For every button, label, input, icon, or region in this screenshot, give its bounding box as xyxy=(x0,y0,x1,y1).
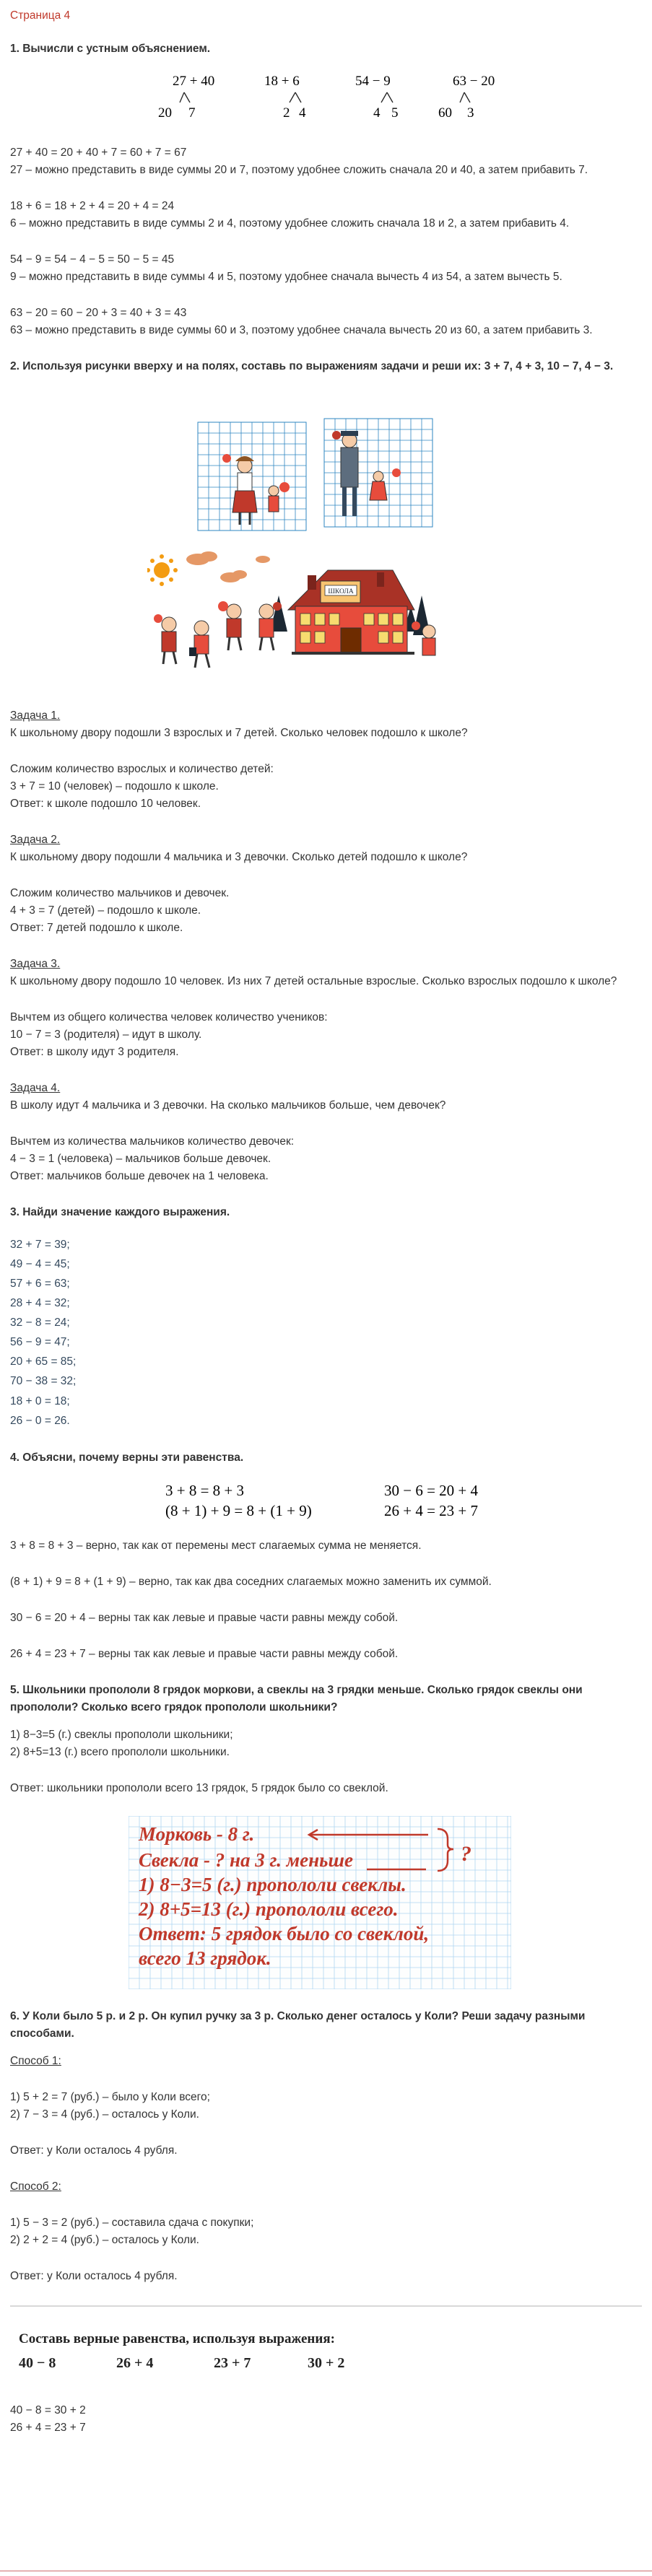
task3-list xyxy=(10,1235,642,1431)
svg-text:Морковь - 8 г.: Морковь - 8 г. xyxy=(139,1822,255,1845)
svg-text:20: 20 xyxy=(158,105,172,121)
list-item: 32 − 8 = 24; xyxy=(10,1317,70,1329)
task5-answer: Ответ: школьники пропололи всего 13 грядок, 5 грядок было со свеклой. xyxy=(10,1781,388,1794)
task7-lines: 40 − 8 = 30 + 2 26 + 4 = 23 + 7 xyxy=(10,2404,86,2435)
school-illustration xyxy=(147,415,436,686)
svg-text:3: 3 xyxy=(467,105,474,121)
svg-text:2) 8+5=13 (г.) пропололи всего: 2) 8+5=13 (г.) пропололи всего. xyxy=(139,1898,399,1920)
task6-way-lines: 1) 5 + 2 = 7 (руб.) – было у Коли всего; 2) 7 − 3 = 4 (руб.) – осталось у Коли. xyxy=(10,2090,210,2121)
school-building xyxy=(288,570,414,655)
sun-icon xyxy=(147,554,178,586)
task1-title: 1. Вычисли с устным объяснением. xyxy=(10,43,211,56)
task5-title: 5. Школьники пропололи 8 грядок моркови, а свеклы на 3 грядки меньше. Сколько грядок свеклы они пропололи? Сколько всего грядок пропололи школьники? xyxy=(10,1683,583,1713)
svg-text:3 + 8 = 8 + 3: 3 + 8 = 8 + 3 xyxy=(165,1481,245,1499)
svg-text:23 + 7: 23 + 7 xyxy=(214,2355,251,2372)
svg-text:1) 8−3=5 (г.) пропололи свеклы: 1) 8−3=5 (г.) пропололи свеклы. xyxy=(139,1873,407,1895)
svg-text:63 − 20: 63 − 20 xyxy=(453,74,495,89)
task4-title: 4. Объясни, почему верны эти равенства. xyxy=(10,1451,244,1464)
task4-para: 30 − 6 = 20 + 4 – верны так как левые и правые части равны между собой. xyxy=(10,1611,399,1624)
svg-text:30 + 2: 30 + 2 xyxy=(308,2355,345,2372)
task2-solution: Вычтем из общего количества человек количество учеников: 10 − 7 = 3 (родителя) – идут в школу. Ответ: в школу идут 3 родителя. xyxy=(10,1011,328,1059)
svg-text:26 + 4: 26 + 4 xyxy=(116,2355,154,2372)
task3-title: 3. Найди значение каждого выражения. xyxy=(10,1206,230,1219)
task1-para: 27 + 40 = 20 + 40 + 7 = 60 + 7 = 67 27 – можно представить в виде суммы 20 и 7, поэтому удобнее сложить сначала 20 и 40, а затем прибавить 7. xyxy=(10,147,588,177)
task6-way-answer: Ответ: у Коли осталось 4 рубля. xyxy=(10,2270,178,2283)
decomp-item xyxy=(158,74,214,121)
school-sign: ШКОЛА xyxy=(328,588,354,596)
decomp-item xyxy=(438,74,495,121)
task6-way-label: Способ 1: xyxy=(10,2054,61,2067)
task4-para: (8 + 1) + 9 = 8 + (1 + 9) – верно, так как два соседних слагаемых можно заменить их суммой. xyxy=(10,1575,492,1588)
svg-text:5: 5 xyxy=(391,105,399,121)
task2-problem: Задача 4. В школу идут 4 мальчика и 3 девочки. На сколько мальчиков больше, чем девочек? xyxy=(10,1082,446,1112)
svg-text:40 − 8: 40 − 8 xyxy=(19,2355,56,2372)
question-mark: ? xyxy=(461,1841,471,1866)
task6-title: 6. У Коли было 5 р. и 2 р. Он купил ручку за 3 р. Сколько денег осталось у Коли? Реши задачу разными способами. xyxy=(10,2009,586,2040)
svg-text:27 + 40: 27 + 40 xyxy=(173,74,215,89)
decomp-item xyxy=(355,74,399,121)
list-item: 49 − 4 = 45; xyxy=(10,1257,70,1270)
list-item: 28 + 4 = 32; xyxy=(10,1296,70,1309)
task4-para: 26 + 4 = 23 + 7 – верны так как левые и правые части равны между собой. xyxy=(10,1647,399,1660)
task2-problem: Задача 3. К школьному двору подошло 10 человек. Из них 7 детей остальные взрослые. Сколько взрослых подошло к школе? xyxy=(10,958,617,988)
svg-text:4: 4 xyxy=(373,105,381,121)
task2-title: 2. Используя рисунки вверху и на полях, составь по выражениям задачи и реши их: 3 + 7, 4 + 3, 10 − 7, 4 − 3. xyxy=(10,360,614,373)
task1-para: 54 − 9 = 54 − 4 − 5 = 50 − 5 = 45 9 – можно представить в виде суммы 4 и 5, поэтому удобнее сначала вычесть 4 из 54, а затем вычесть 5. xyxy=(10,253,562,284)
page-label: Страница 4 xyxy=(10,9,71,22)
svg-text:2: 2 xyxy=(283,105,290,121)
list-item: 32 + 7 = 39; xyxy=(10,1238,70,1251)
svg-text:(8 + 1) + 9 = 8 + (1 + 9): (8 + 1) + 9 = 8 + (1 + 9) xyxy=(165,1501,312,1519)
clouds xyxy=(186,551,270,582)
svg-text:54 − 9: 54 − 9 xyxy=(355,74,391,89)
svg-text:всего 13 грядок.: всего 13 грядок. xyxy=(139,1947,271,1969)
svg-text:60: 60 xyxy=(438,105,452,121)
task2-solution: Сложим количество взрослых и количество детей: 3 + 7 = 10 (человек) – подошло к школе. Ответ: к школе подошло 10 человек. xyxy=(10,763,274,811)
equalities-figure xyxy=(155,1480,652,1524)
task4-para: 3 + 8 = 8 + 3 – верно, так как от перемены мест слагаемых сумма не меняется. xyxy=(10,1539,422,1552)
task2-solution: Вычтем из количества мальчиков количество девочек: 4 − 3 = 1 (человека) – мальчиков больше девочек. Ответ: мальчиков больше девочек на 1 человека. xyxy=(10,1135,295,1183)
decomposition-figure xyxy=(151,68,652,124)
list-item: 70 − 38 = 32; xyxy=(10,1375,77,1388)
task5-solution: 1) 8−3=5 (г.) свеклы пропололи школьники; 2) 8+5=13 (г.) всего пропололи школьники. xyxy=(10,1728,233,1758)
grid-board xyxy=(129,1816,511,1989)
task1-para: 18 + 6 = 18 + 2 + 4 = 20 + 4 = 24 6 – можно представить в виде суммы 2 и 4, поэтому удобнее сложить сначала 18 и 2, а затем прибавить 4. xyxy=(10,200,570,230)
task6-way-label: Способ 2: xyxy=(10,2180,61,2193)
svg-text:Свекла - ? на 3 г. меньше: Свекла - ? на 3 г. меньше xyxy=(139,1848,353,1871)
list-item: 26 − 0 = 26. xyxy=(10,1414,70,1427)
svg-text:7: 7 xyxy=(188,105,196,121)
equalities-task-figure xyxy=(19,2326,423,2376)
list-item: 56 − 9 = 47; xyxy=(10,1336,70,1349)
svg-text:30 − 6 = 20 + 4: 30 − 6 = 20 + 4 xyxy=(384,1481,479,1499)
svg-text:18 + 6: 18 + 6 xyxy=(264,74,300,89)
svg-text:4: 4 xyxy=(299,105,306,121)
svg-text:Ответ: 5 грядок было со свекло: Ответ: 5 грядок было со свеклой, xyxy=(139,1922,430,1944)
svg-text:26 + 4 = 23 + 7: 26 + 4 = 23 + 7 xyxy=(384,1501,479,1519)
divider xyxy=(10,2305,642,2307)
list-item: 57 + 6 = 63; xyxy=(10,1277,70,1290)
task2-problem: Задача 2. К школьному двору подошли 4 мальчика и 3 девочки. Сколько детей подошло к школе? xyxy=(10,834,468,864)
task1-para: 63 − 20 = 60 − 20 + 3 = 40 + 3 = 43 63 – можно представить в виде суммы 60 и 3, поэтому удобнее сначала вычесть 20 из 60, а затем прибавить 3. xyxy=(10,307,593,337)
bottom-border xyxy=(0,2570,652,2572)
list-item: 20 + 65 = 85; xyxy=(10,1355,77,1368)
task6-way-answer: Ответ: у Коли осталось 4 рубля. xyxy=(10,2144,178,2157)
task2-solution: Сложим количество мальчиков и девочек. 4 + 3 = 7 (детей) – подошло к школе. Ответ: 7 детей подошло к школе. xyxy=(10,887,230,935)
task7-heading: Составь верные равенства, используя выражения: xyxy=(19,2331,335,2347)
task6-way-lines: 1) 5 − 3 = 2 (руб.) – составила сдача с покупки; 2) 2 + 2 = 4 (руб.) – осталось у Коли. xyxy=(10,2217,254,2247)
decomp-item xyxy=(264,74,306,121)
list-item: 18 + 0 = 18; xyxy=(10,1394,70,1407)
task2-problem: Задача 1. К школьному двору подошли 3 взрослых и 7 детей. Сколько человек подошло к школе? xyxy=(10,710,468,740)
